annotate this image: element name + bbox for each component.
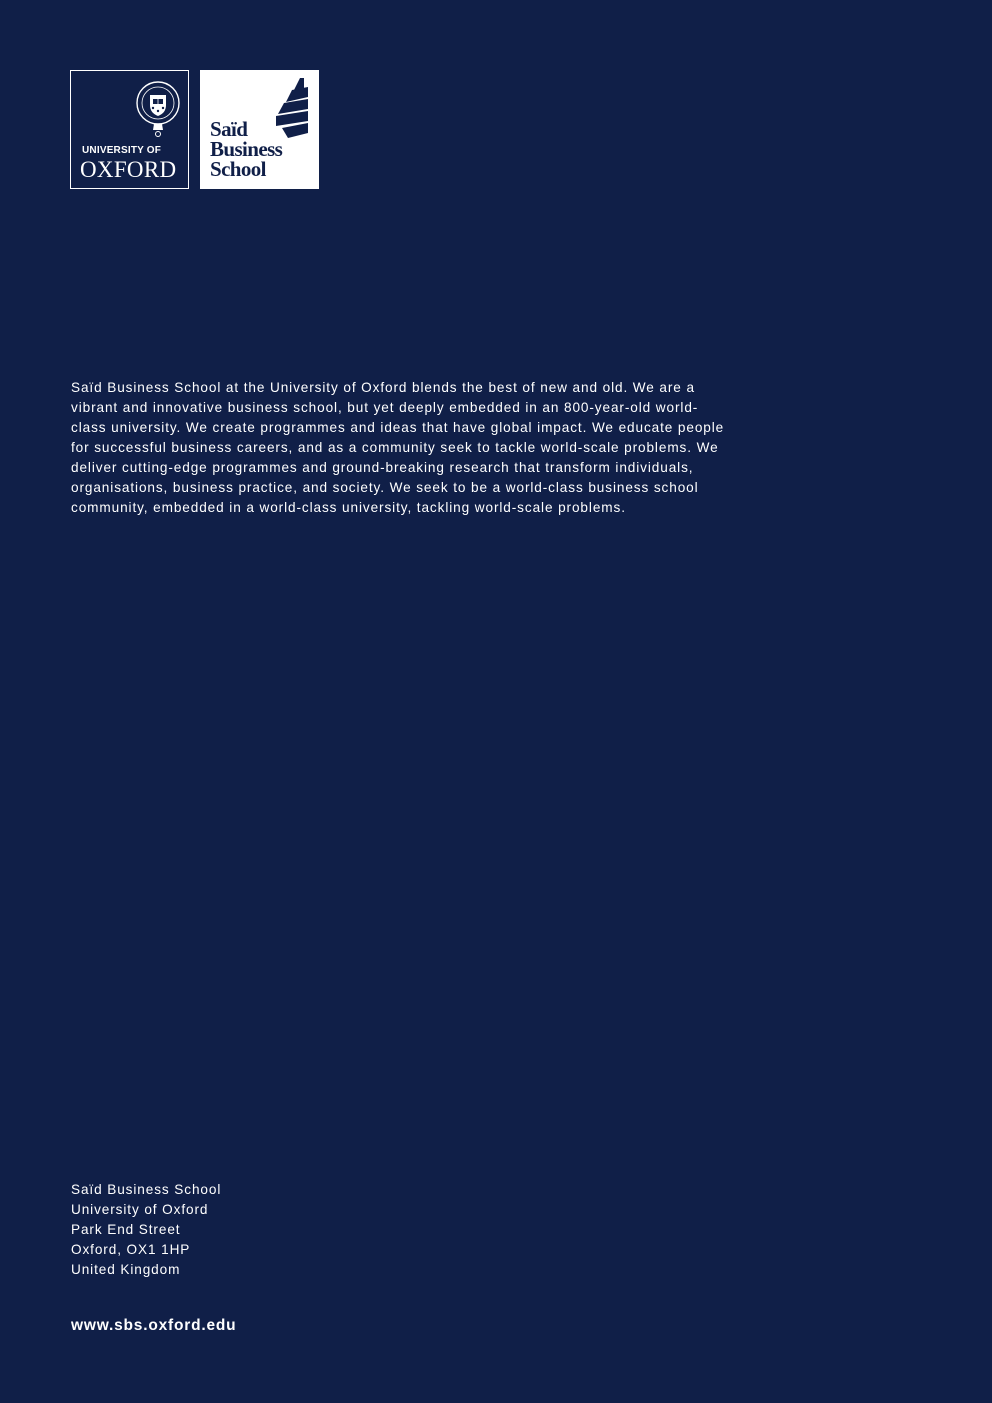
sbs-stairs-icon: [274, 78, 310, 138]
intro-line: class university. We create programmes and ideas that have global impact. We educate people: [71, 420, 725, 435]
intro-paragraph: [71, 378, 771, 518]
said-business-school-logo: [200, 70, 319, 189]
intro-line: for successful business careers, and as a community seek to tackle world-scale problems. We: [71, 440, 719, 455]
address-line: United Kingdom: [71, 1262, 181, 1277]
logo-group: [70, 70, 319, 189]
sbs-logo-line3: School: [210, 157, 266, 181]
intro-line: Saïd Business School at the University of Oxford blends the best of new and old. We are a: [71, 380, 695, 395]
website-url[interactable]: www.sbs.oxford.edu: [71, 1317, 237, 1334]
intro-line: organisations, business practice, and society. We seek to be a world-class business school: [71, 480, 699, 495]
intro-line: deliver cutting-edge programmes and ground-breaking research that transform individuals,: [71, 460, 694, 475]
sbs-logo-line1: Saïd: [210, 117, 248, 141]
address-line: Park End Street: [71, 1222, 181, 1237]
address-line: Oxford, OX1 1HP: [71, 1242, 191, 1257]
address-line: University of Oxford: [71, 1202, 209, 1217]
oxford-logo-line1: UNIVERSITY OF: [82, 145, 162, 156]
address-line: Saïd Business School: [71, 1182, 222, 1197]
sbs-logo-line2: Business: [210, 137, 283, 161]
intro-line: community, embedded in a world-class university, tackling world-scale problems.: [71, 500, 626, 515]
oxford-crest-icon: [128, 79, 188, 139]
university-of-oxford-logo: [70, 70, 189, 189]
postal-address: [71, 1180, 221, 1280]
oxford-logo-line2: OXFORD: [80, 157, 177, 182]
intro-line: vibrant and innovative business school, but yet deeply embedded in an 800-year-old world-: [71, 400, 699, 415]
